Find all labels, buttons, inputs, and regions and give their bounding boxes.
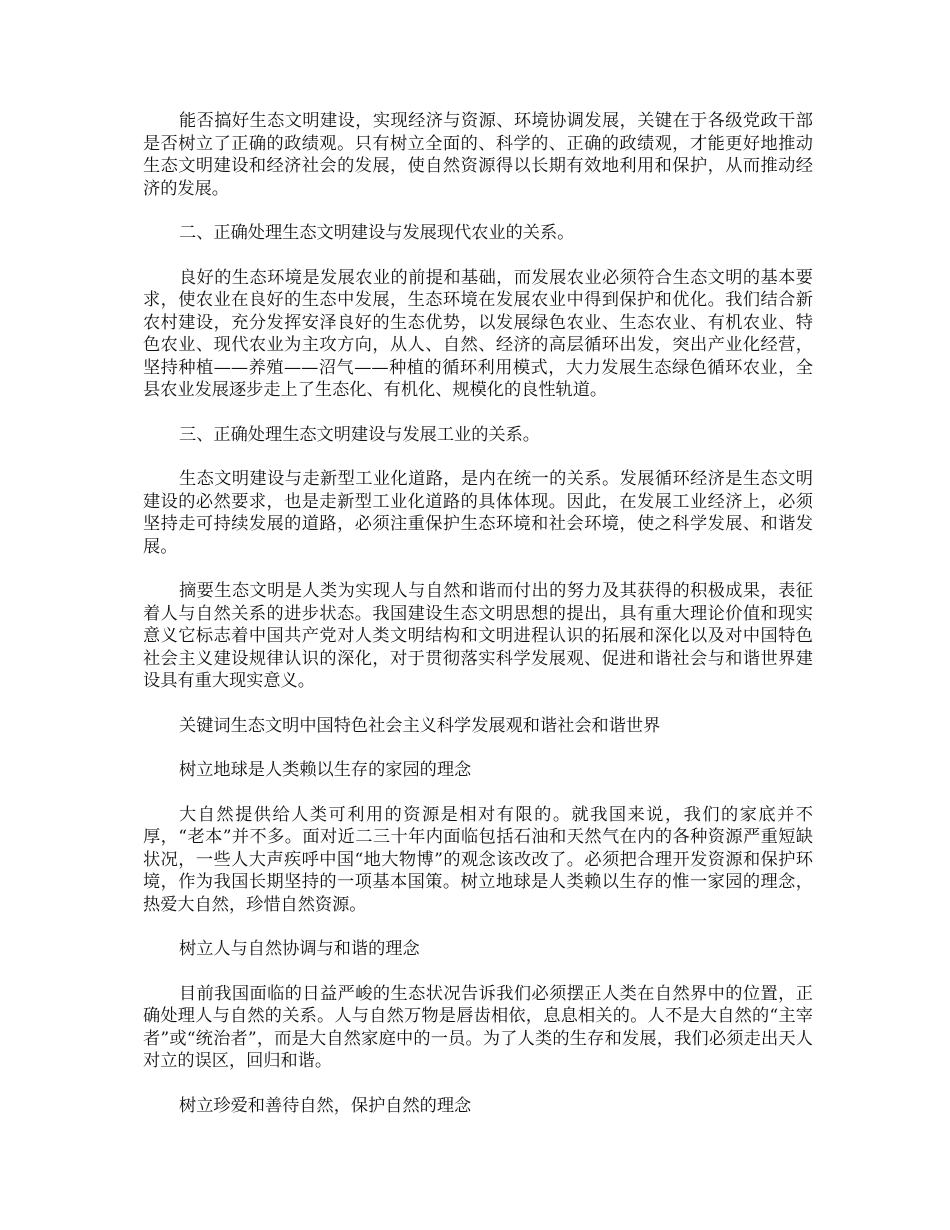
- paragraph-political-performance: 能否搞好生态文明建设，实现经济与资源、环境协调发展，关键在于各级党政干部是否树立了正确的政绩观。只有树立全面的、科学的、正确的政绩观，才能更好地推动生态文明建设和经济社会的发展，使自然资源得以长期有效地利用和保护，从而推动经济的发展。: [143, 111, 813, 199]
- section-heading-earth-home: 树立地球是人类赖以生存的家园的理念: [179, 760, 472, 780]
- section-heading-protect-nature: 树立珍爱和善待自然，保护自然的理念: [179, 1095, 472, 1116]
- document-body: [143, 110, 813, 1139]
- paragraph-industry: 生态文明建设与走新型工业化道路，是内在统一的关系。发展循环经济是生态文明建设的必然要求，也是走新型工业化道路的具体体现。因此，在发展工业经济上，必须坚持走可持续发展的道路，必须注重保护生态环境和社会环境，使之科学发展、和谐发展。: [143, 469, 813, 557]
- paragraph-earth-home: 大自然提供给人类可利用的资源是相对有限的。就我国来说，我们的家底并不厚，“老本”并不多。面对近二三十年内面临包括石油和天然气在内的各种资源严重短缺状况，一些人大声疾呼中国“地大物博”的观念该改改了。必须把合理开发资源和保护环境，作为我国长期坚持的一项基本国策。树立地球是人类赖以生存的惟一家园的理念，热爱大自然，珍惜自然资源。: [143, 804, 813, 915]
- section-heading-harmony: 树立人与自然协调与和谐的理念: [179, 939, 420, 959]
- section-heading-agriculture: 二、正确处理生态文明建设与发展现代农业的关系。: [179, 223, 575, 243]
- paragraph-abstract: 摘要生态文明是人类为实现人与自然和谐而付出的努力及其获得的积极成果，表征着人与自然关系的进步状态。我国建设生态文明思想的提出，具有重大理论价值和现实意义它标志着中国共产党对人类文明结构和文明进程认识的拓展和深化以及对中国特色社会主义建设规律认识的深化，对于贯彻落实科学发展观、促进和谐社会与和谐世界建设具有重大现实意义。: [143, 581, 813, 691]
- paragraph-agriculture: 良好的生态环境是发展农业的前提和基础，而发展农业必须符合生态文明的基本要求，使农业在良好的生态中发展，生态环境在发展农业中得到保护和优化。我们结合新农村建设，充分发挥安泽良好的生态优势，以发展绿色农业、生态农业、有机农业、特色农业、现代农业为主攻方向，从人、自然、经济的高层循环出发，突出产业化经营，坚持种植——养殖——沼气——种植的循环利用模式，大力发展生态绿色循环农业，全县农业发展逐步走上了生态化、有机化、规模化的良性轨道。: [143, 267, 813, 400]
- section-heading-industry: 三、正确处理生态文明建设与发展工业的关系。: [179, 424, 540, 445]
- keywords-line: 关键词生态文明中国特色社会主义科学发展观和谐社会和谐世界: [179, 715, 661, 736]
- paragraph-harmony: 目前我国面临的日益严峻的生态状况告诉我们必须摆正人类在自然界中的位置，正确处理人与自然的关系。人与自然万物是唇齿相依，息息相关的。人不是大自然的“主宰者”或“统治者”，而是大自然家庭中的一员。为了人类的生存和发展，我们必须走出天人对立的误区，回归和谐。: [143, 983, 813, 1071]
